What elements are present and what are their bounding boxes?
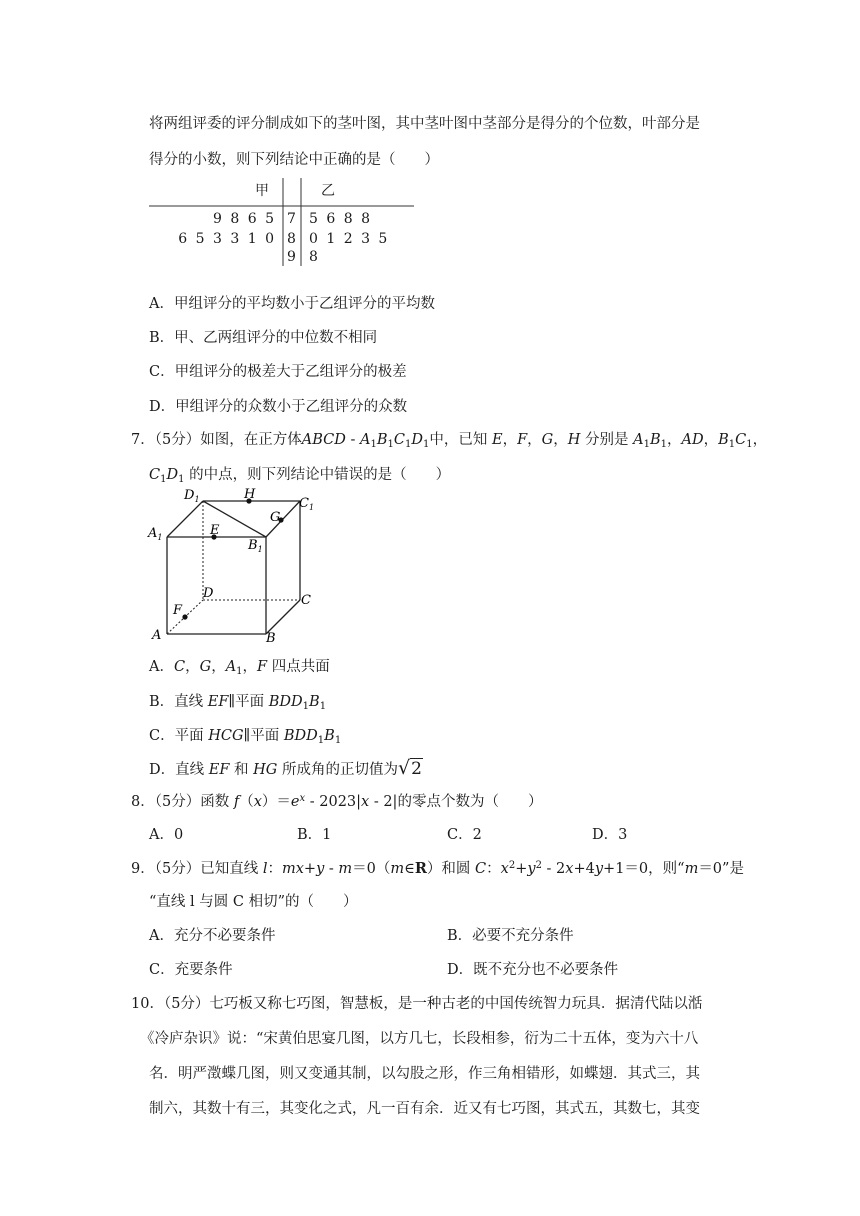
label-a: A (152, 628, 162, 643)
q7-score: （5分） (154, 432, 201, 448)
stem-leaf-plot (149, 176, 417, 268)
row3-stem: 9 (287, 249, 296, 265)
q7-number: 7． (131, 432, 155, 448)
q7-line2-tail: 的中点，则下列结论中错误的是（ ） (189, 467, 451, 483)
q8-option-a: A．0 (149, 827, 184, 843)
q8-option-d: D．3 (592, 827, 628, 843)
q6-intro-line-2: 得分的小数，则下列结论中正确的是（ ） (149, 152, 439, 168)
row1-right: 5 6 8 8 (309, 211, 370, 227)
header-jia: 甲 (255, 183, 269, 199)
row2-stem: 8 (287, 231, 296, 247)
q7-option-b: B．直线 EF∥平面 $BDD_1B_1$ (149, 694, 327, 712)
cube-figure (140, 484, 320, 646)
sqrt-value: 2 (411, 759, 422, 779)
q9-option-a: A．充分不必要条件 (149, 928, 276, 944)
q9-option-d: D．既不充分也不必要条件 (447, 962, 619, 978)
label-a1: $A_1$ (148, 526, 163, 542)
row2-left: 6 5 3 3 1 0 (178, 231, 274, 247)
label-h: H (244, 487, 256, 502)
row3-right: 8 (309, 249, 318, 265)
q9-line-1: 9．（5分）已知直线 l：mx+y - m＝0（m∈R）和圆 C：$x^2+y^2 - 2x+4y+1=0$，则“m＝0”是 (131, 860, 744, 877)
header-yi: 乙 (321, 183, 335, 199)
q8-stem: 8．（5分）函数 $f(x)=e^x - 2023|x - 2|$的零点个数为（ ） (131, 793, 543, 810)
label-d: D (203, 586, 214, 601)
label-b: B (266, 631, 276, 646)
q6-option-c: C．甲组评分的极差大于乙组评分的极差 (149, 364, 407, 380)
q10-line-4: 制六，其数十有三，其变化之式，凡一百有余．近又有七巧图，其式五，其数七，其变 (149, 1101, 700, 1117)
q8-option-b: B．1 (297, 827, 332, 843)
q6-option-d: D．甲组评分的众数小于乙组评分的众数 (149, 399, 408, 415)
row2-right: 0 1 2 3 5 (309, 231, 388, 247)
q10-line-3: 名．明严澂蝶几图，则又变通其制，以勾股之形，作三角相错形，如蝶翅．其式三，其 (149, 1066, 700, 1082)
q6-intro-line-1: 将两组评委的评分制成如下的茎叶图，其中茎叶图中茎部分是得分的个位数，叶部分是 (149, 116, 700, 132)
point-f (182, 614, 187, 619)
q7-line-2: $C_1D_1$ 的中点，则下列结论中错误的是（ ） (149, 467, 451, 485)
row1-stem: 7 (287, 211, 296, 227)
q6-option-b: B．甲、乙两组评分的中位数不相同 (149, 330, 378, 346)
label-e: E (210, 523, 220, 538)
label-f: F (173, 603, 183, 618)
label-c1: $C_1$ (299, 496, 315, 512)
label-c: C (301, 593, 311, 608)
q10-line-1: 10．（5分）七巧板又称七巧图，智慧板，是一种古老的中国传统智力玩具．据清代陆以湉 (131, 996, 703, 1012)
row1-left: 9 8 6 5 (213, 211, 274, 227)
q7-line-1: 7．（5分）如图，在正方体ABCD - $A_1B_1C_1D_1$中，已知 E，F，G，H 分别是 $A_1B_1$，AD，$B_1C_1$， (131, 432, 768, 450)
q10-line-2: 《冷庐杂识》说：“宋黄伯思宴几图，以方几七，长段相参，衍为二十五体，变为六十八 (140, 1031, 699, 1047)
label-d1: $D_1$ (184, 488, 200, 504)
q6-option-a: A．甲组评分的平均数小于乙组评分的平均数 (149, 296, 435, 312)
q7-option-a: A．C，G，$A_1$，F 四点共面 (149, 659, 330, 677)
label-g: G (270, 510, 281, 525)
q7-option-c: C．平面 HCG∥平面 $BDD_1B_1$ (149, 728, 342, 746)
q8-option-c: C．2 (447, 827, 482, 843)
stem-leaf-lines (149, 176, 417, 268)
q9-option-b: B．必要不充分条件 (447, 928, 574, 944)
label-b1: $B_1$ (248, 538, 263, 554)
q9-option-c: C．充要条件 (149, 962, 233, 978)
q9-line-2: “直线 l 与圆 C 相切”的（ ） (149, 894, 358, 910)
q7-text: 如图，在正方体 (200, 432, 302, 448)
q7-option-d: D．直线 EF 和 HG 所成角的正切值为√2 (149, 757, 422, 779)
